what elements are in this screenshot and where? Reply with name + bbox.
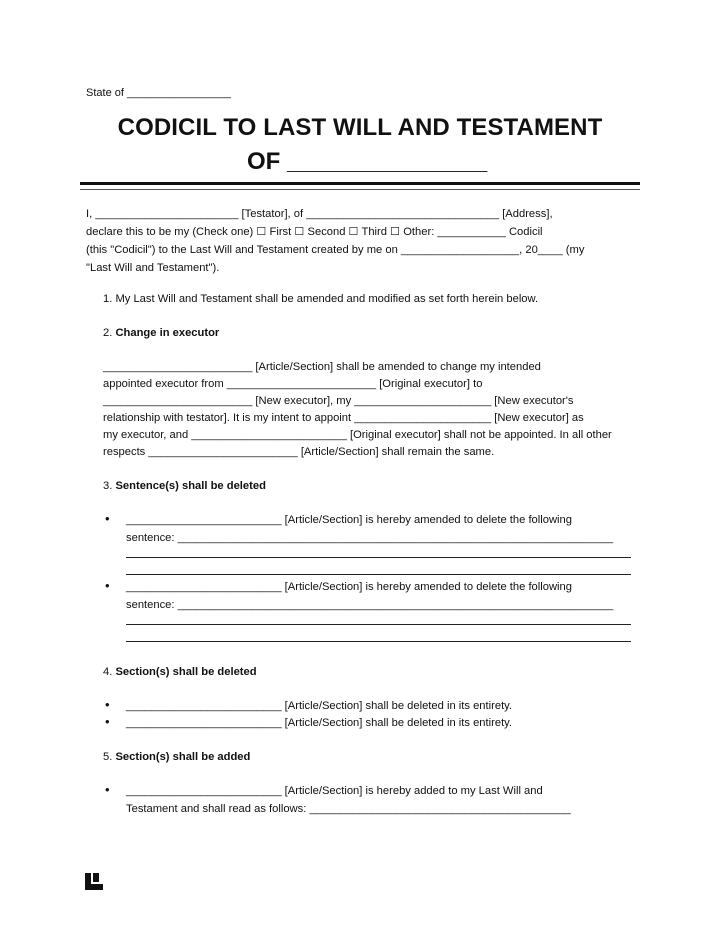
bullet: •: [105, 697, 110, 712]
section-3-heading: [103, 479, 266, 493]
document-title: CODICIL TO LAST WILL AND TESTAMENT: [117, 114, 603, 141]
title-rule: [80, 182, 640, 185]
intro-line: "Last Will and Testament").: [86, 262, 220, 274]
section-2-line: ________________________ [Article/Section] shall be amended to change my intended: [103, 361, 541, 373]
section-5-item-line: _________________________ [Article/Section] is hereby added to my Last Will and: [126, 785, 543, 797]
state-of-line: State of _________________: [86, 87, 231, 99]
section-2-line: respects ________________________ [Article/Section] shall remain the same.: [103, 446, 495, 458]
section-3-item-line: sentence: ______________________________________________________________________: [126, 532, 614, 544]
blank-line: [126, 574, 631, 575]
blank-line: [126, 624, 631, 625]
section-3-item-line: sentence: ______________________________________________________________________: [126, 599, 614, 611]
bullet: •: [105, 578, 110, 593]
intro-line: I, _______________________ [Testator], of _______________________________ [Address],: [86, 208, 553, 220]
bullet: •: [105, 714, 110, 729]
title-rule-thin: [80, 189, 640, 190]
section-title: Section(s) shall be added: [115, 751, 251, 763]
bullet: •: [105, 782, 110, 797]
document-title-of: OF _______________: [247, 148, 488, 175]
section-4-item: _________________________ [Article/Section] shall be deleted in its entirety.: [126, 700, 513, 712]
section-2-line: my executor, and _________________________ [Original executor] shall not be appointed. In all other: [103, 429, 612, 441]
section-3-item-line: _________________________ [Article/Section] is hereby amended to delete the following: [126, 581, 572, 593]
bullet: •: [105, 511, 110, 526]
section-title: Sentence(s) shall be deleted: [115, 480, 266, 492]
section-3-item-line: _________________________ [Article/Section] is hereby amended to delete the following: [126, 514, 572, 526]
section-number: 2.: [103, 327, 113, 339]
section-5-heading: [103, 750, 250, 764]
section-5-item-line: Testament and shall read as follows: __________________________________________: [126, 803, 571, 815]
section-number: 5.: [103, 751, 113, 763]
section-2-line: relationship with testator]. It is my intent to appoint ______________________ [New executor] as: [103, 412, 584, 424]
section-4-heading: [103, 665, 257, 679]
section-2-line: appointed executor from ________________________ [Original executor] to: [103, 378, 483, 390]
brand-logo-icon: [85, 873, 103, 890]
section-number: 3.: [103, 480, 113, 492]
section-4-item: _________________________ [Article/Section] shall be deleted in its entirety.: [126, 717, 513, 729]
blank-line: [126, 641, 631, 642]
section-title: Change in executor: [115, 327, 220, 339]
blank-line: [126, 557, 631, 558]
intro-line: declare this to be my (Check one) ☐ First ☐ Second ☐ Third ☐ Other: ___________ Codicil: [86, 226, 543, 238]
section-number: 4.: [103, 666, 113, 678]
section-1-text: 1. My Last Will and Testament shall be amended and modified as set forth herein below.: [103, 293, 539, 305]
intro-line: (this "Codicil") to the Last Will and Testament created by me on ___________________, 20____ (my: [86, 244, 585, 256]
section-title: Section(s) shall be deleted: [115, 666, 257, 678]
section-2-line: ________________________ [New executor], my ______________________ [New executor's: [103, 395, 574, 407]
section-2-heading: [103, 326, 219, 340]
